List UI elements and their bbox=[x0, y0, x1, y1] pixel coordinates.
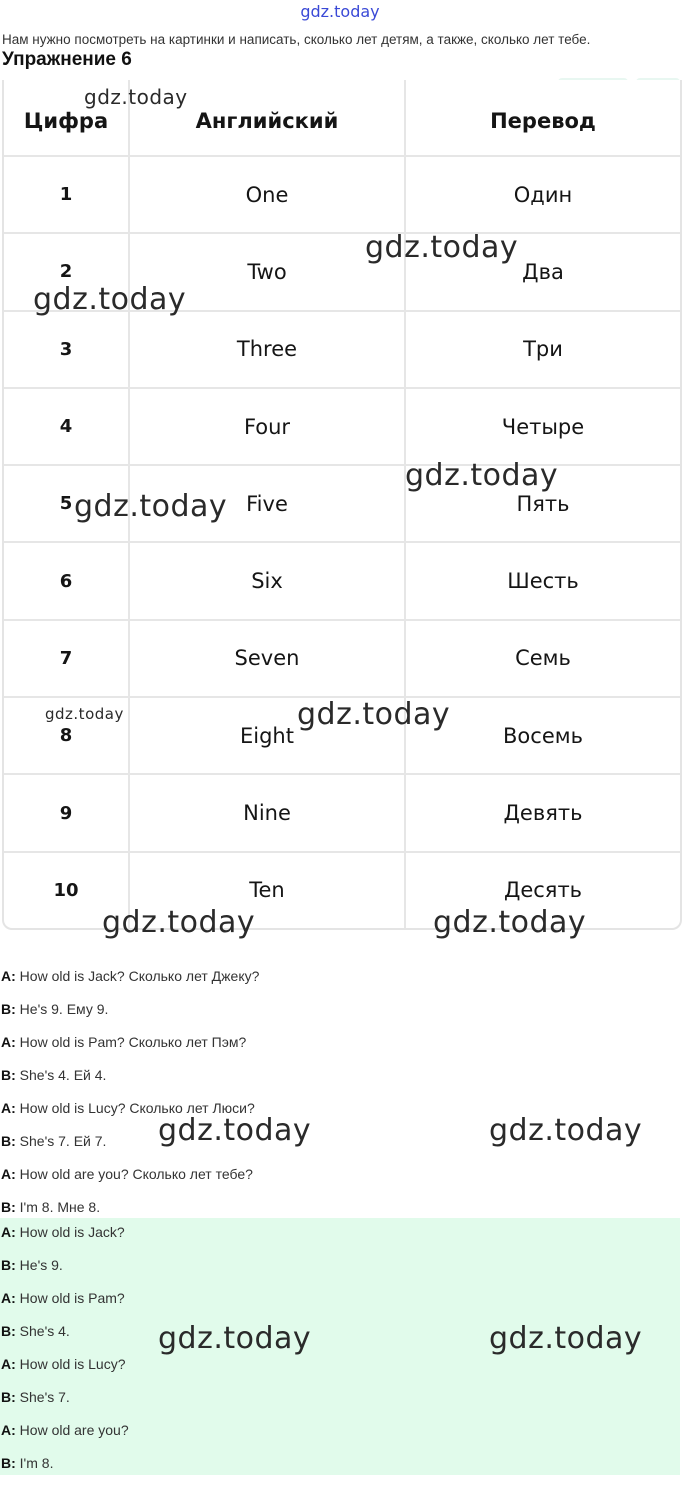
table-row bbox=[4, 310, 680, 387]
speaker-label: A: bbox=[1, 1290, 16, 1306]
dialog-line bbox=[1, 1222, 680, 1255]
table-body bbox=[4, 155, 680, 928]
speaker-label: B: bbox=[1, 1001, 16, 1017]
cell-english: Eight bbox=[128, 698, 404, 773]
cell-translation: Четыре bbox=[404, 389, 680, 464]
cell-translation: Девять bbox=[404, 775, 680, 850]
cell-english: One bbox=[128, 157, 404, 232]
speaker-label: A: bbox=[1, 1422, 16, 1438]
dialog-answer bbox=[0, 1222, 680, 1486]
watermark-text: gdz.today bbox=[297, 697, 451, 732]
speaker-label: B: bbox=[1, 1389, 16, 1405]
watermark-text: gdz.today bbox=[158, 1113, 312, 1148]
watermark-text: gdz.today bbox=[433, 905, 587, 940]
numbers-table bbox=[2, 80, 682, 930]
table-row bbox=[4, 851, 680, 928]
cell-translation: Десять bbox=[404, 853, 680, 928]
watermark-text: gdz.today bbox=[489, 1321, 643, 1356]
speaker-label: A: bbox=[1, 1224, 16, 1240]
cell-english: Six bbox=[128, 543, 404, 618]
dialog-text: How old is Lucy? Сколько лет Люси? bbox=[15, 1100, 255, 1116]
speaker-label: A: bbox=[1, 968, 16, 984]
watermark-text: gdz.today bbox=[45, 705, 124, 723]
dialog-text: He's 9. bbox=[15, 1257, 63, 1273]
dialog-line bbox=[1, 1131, 680, 1164]
exercise-heading-text: Упражнение 6 bbox=[2, 49, 132, 70]
dialog-text: How old is Jack? Сколько лет Джеку? bbox=[15, 968, 260, 984]
header-english: Английский bbox=[128, 80, 404, 155]
speaker-label: B: bbox=[1, 1199, 16, 1215]
watermark-text: gdz.today bbox=[102, 905, 256, 940]
dialog-text: She's 4. bbox=[15, 1323, 70, 1339]
dialog-text: How old is Pam? bbox=[15, 1290, 125, 1306]
dialog-text: I'm 8. Мне 8. bbox=[15, 1199, 101, 1215]
header-digit: Цифра bbox=[23, 109, 109, 133]
table-row bbox=[4, 232, 680, 309]
cell-digit: 3 bbox=[59, 338, 73, 360]
table-header-row bbox=[4, 80, 680, 155]
watermark-text: gdz.today bbox=[84, 85, 188, 109]
cell-english: Two bbox=[128, 234, 404, 309]
watermark-text: gdz.today bbox=[158, 1321, 312, 1356]
cell-english: Three bbox=[128, 312, 404, 387]
speaker-label: B: bbox=[1, 1257, 16, 1273]
dialog-text: She's 4. Ей 4. bbox=[15, 1067, 107, 1083]
dialog-line bbox=[1, 1098, 680, 1131]
dialog-line bbox=[1, 1453, 680, 1486]
cell-translation: Шесть bbox=[404, 543, 680, 618]
table-row bbox=[4, 773, 680, 850]
table-row bbox=[4, 464, 680, 541]
cell-english: Ten bbox=[128, 853, 404, 928]
table-row bbox=[4, 155, 680, 232]
exercise-heading bbox=[2, 49, 132, 73]
dialog-line bbox=[1, 1065, 680, 1098]
site-logo[interactable]: gdz.today bbox=[300, 2, 380, 21]
task-description: Нам нужно посмотреть на картинки и написать, сколько лет детям, а также, сколько лет тебе. bbox=[2, 32, 591, 47]
cell-digit: 2 bbox=[59, 261, 73, 283]
dialog-line bbox=[1, 999, 680, 1032]
dialog-with-translation bbox=[0, 966, 680, 1230]
cell-digit: 9 bbox=[59, 802, 73, 824]
cell-translation: Восемь bbox=[404, 698, 680, 773]
speaker-label: A: bbox=[1, 1034, 16, 1050]
cell-digit: 1 bbox=[59, 184, 73, 206]
speaker-label: A: bbox=[1, 1166, 16, 1182]
cell-english: Four bbox=[128, 389, 404, 464]
dialog-line bbox=[1, 1354, 680, 1387]
table-row bbox=[4, 619, 680, 696]
dialog-line bbox=[1, 966, 680, 999]
dialog-text: How old is Pam? Сколько лет Пэм? bbox=[15, 1034, 247, 1050]
dialog-text: I'm 8. bbox=[15, 1455, 54, 1471]
dialog-line bbox=[1, 1420, 680, 1453]
dialog-line bbox=[1, 1387, 680, 1420]
dialog-text: How old is Jack? bbox=[15, 1224, 125, 1240]
cell-translation: Один bbox=[404, 157, 680, 232]
dialog-line bbox=[1, 1032, 680, 1065]
cell-digit: 5 bbox=[59, 493, 73, 515]
watermark-text: gdz.today bbox=[405, 458, 559, 493]
cell-digit: 10 bbox=[53, 879, 79, 901]
table-row bbox=[4, 696, 680, 773]
cell-translation: Два bbox=[404, 234, 680, 309]
speaker-label: B: bbox=[1, 1323, 16, 1339]
cell-english: Nine bbox=[128, 775, 404, 850]
dialog-text: She's 7. bbox=[15, 1389, 70, 1405]
speaker-label: B: bbox=[1, 1455, 16, 1471]
cell-english: Seven bbox=[128, 621, 404, 696]
watermark-text: gdz.today bbox=[489, 1113, 643, 1148]
cell-translation: Семь bbox=[404, 621, 680, 696]
speaker-label: B: bbox=[1, 1133, 16, 1149]
speaker-label: B: bbox=[1, 1067, 16, 1083]
dialog-line bbox=[1, 1164, 680, 1197]
cell-digit: 8 bbox=[59, 725, 73, 747]
dialog-line bbox=[1, 1288, 680, 1321]
dialog-text: How old is Lucy? bbox=[15, 1356, 126, 1372]
dialog-text: How old are you? Сколько лет тебе? bbox=[15, 1166, 253, 1182]
watermark-text: gdz.today bbox=[365, 230, 519, 265]
speaker-label: A: bbox=[1, 1356, 16, 1372]
speaker-label: A: bbox=[1, 1100, 16, 1116]
cell-digit: 6 bbox=[59, 570, 73, 592]
dialog-line bbox=[1, 1255, 680, 1288]
watermark-text: gdz.today bbox=[74, 489, 228, 524]
cell-digit: 7 bbox=[59, 647, 73, 669]
table-row bbox=[4, 541, 680, 618]
cell-digit: 4 bbox=[59, 416, 73, 438]
dialog-text: He's 9. Ему 9. bbox=[15, 1001, 109, 1017]
cell-translation: Пять bbox=[404, 466, 680, 541]
dialog-text: How old are you? bbox=[15, 1422, 129, 1438]
table-row bbox=[4, 387, 680, 464]
cell-english: Five bbox=[128, 466, 404, 541]
cell-translation: Три bbox=[404, 312, 680, 387]
dialog-text: She's 7. Ей 7. bbox=[15, 1133, 107, 1149]
dialog-line bbox=[1, 1321, 680, 1354]
watermark-text: gdz.today bbox=[33, 282, 187, 317]
header-translation: Перевод bbox=[404, 80, 680, 155]
